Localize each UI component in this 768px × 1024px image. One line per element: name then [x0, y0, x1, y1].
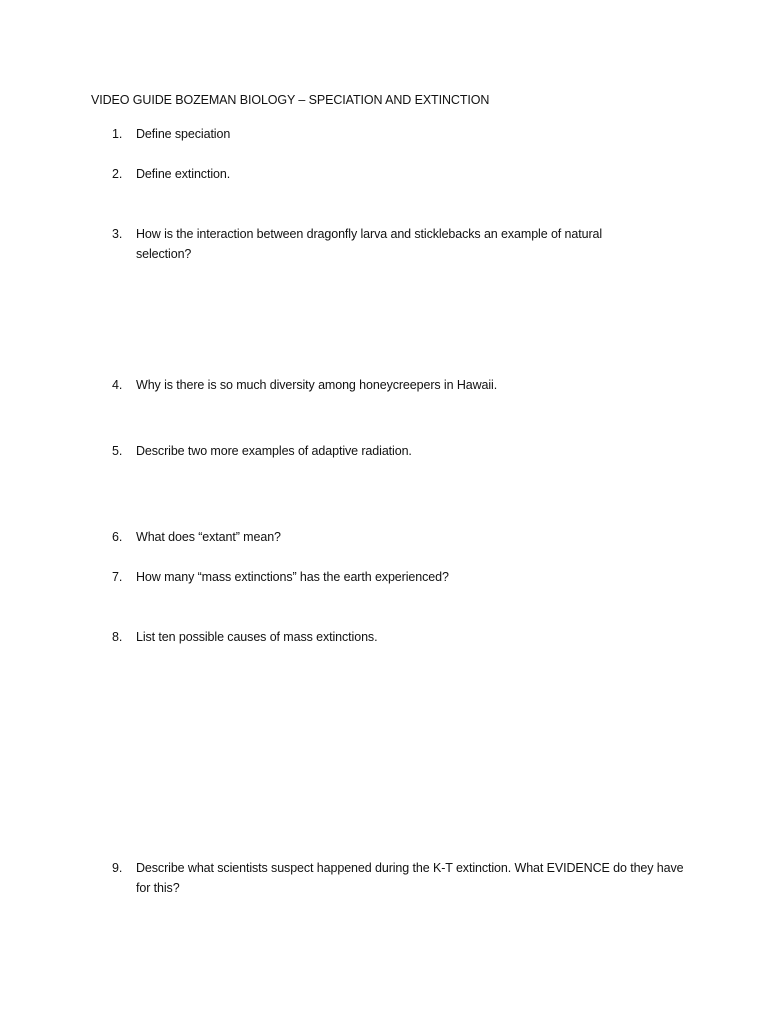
question-text: What does “extant” mean?: [136, 530, 281, 544]
question-text: Describe two more examples of adaptive radiation.: [136, 444, 412, 458]
question-number: 4.: [112, 378, 123, 392]
question-3: [112, 224, 652, 264]
page-title: VIDEO GUIDE BOZEMAN BIOLOGY – SPECIATION AND EXTINCTION: [91, 93, 490, 107]
question-text: How is the interaction between dragonfly larva and sticklebacks an example of natural selection?: [136, 227, 603, 261]
question-number: 7.: [112, 570, 123, 584]
question-4: [112, 375, 682, 395]
question-2: [112, 164, 682, 184]
question-number: 1.: [112, 127, 123, 141]
question-text: Define speciation: [136, 127, 231, 141]
question-number: 8.: [112, 630, 123, 644]
question-8: [112, 627, 682, 647]
question-text: List ten possible causes of mass extinctions.: [136, 630, 378, 644]
question-9: [112, 858, 692, 898]
question-number: 9.: [112, 861, 123, 875]
question-6: [112, 527, 682, 547]
question-1: [112, 124, 682, 144]
question-7: [112, 567, 682, 587]
question-5: [112, 441, 682, 461]
question-number: 5.: [112, 444, 123, 458]
question-number: 3.: [112, 227, 123, 241]
question-text: Define extinction.: [136, 167, 231, 181]
question-number: 6.: [112, 530, 123, 544]
question-text: Why is there is so much diversity among honeycreepers in Hawaii.: [136, 378, 498, 392]
question-text: Describe what scientists suspect happened during the K-T extinction. What EVIDENCE do they have for this?: [136, 861, 684, 895]
question-text: How many “mass extinctions” has the earth experienced?: [136, 570, 449, 584]
question-number: 2.: [112, 167, 123, 181]
